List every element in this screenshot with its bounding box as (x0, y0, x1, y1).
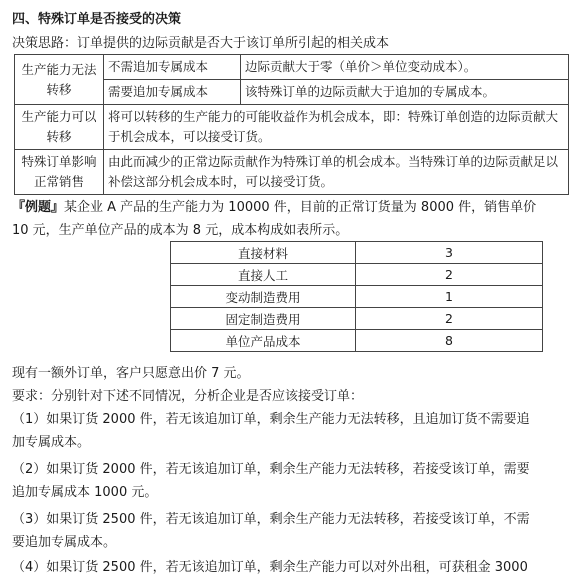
body-line: 现有一额外订单，客户只愿意出价 7 元。 (12, 366, 250, 381)
cost-item: 单位产品成本 (171, 330, 356, 352)
cost-value: 8 (356, 330, 543, 352)
cost-item: 直接人工 (171, 264, 356, 286)
row-header: 特殊订单影响正常销售 (15, 150, 104, 195)
cost-item: 直接材料 (171, 242, 356, 264)
table-row (171, 242, 543, 264)
cost-item: 变动制造费用 (171, 286, 356, 308)
cost-item: 固定制造费用 (171, 308, 356, 330)
cost-table (170, 241, 543, 352)
example-line-2: 10 元，生产单位产品的成本为 8 元，成本构成如表所示。 (12, 223, 349, 238)
body-line: 加专属成本。 (12, 435, 91, 450)
decision-thought: 决策思路：订单提供的边际贡献是否大于该订单所引起的相关成本 (12, 36, 390, 51)
section-title: 四、特殊订单是否接受的决策 (12, 12, 182, 27)
row-sublabel: 需要追加专属成本 (104, 80, 241, 105)
body-line: 追加专属成本 1000 元。 (12, 485, 158, 500)
decision-table (14, 54, 569, 195)
table-row (15, 55, 569, 80)
cost-value: 2 (356, 308, 543, 330)
body-line: （1）如果订货 2000 件，若无该追加订单，剩余生产能力无法转移，且追加订货不需要追 (12, 412, 530, 427)
row-text: 边际贡献大于零（单价＞单位变动成本）。 (241, 55, 569, 80)
table-row (171, 330, 543, 352)
row-text: 该特殊订单的边际贡献大于追加的专属成本。 (241, 80, 569, 105)
example-label: 『例题』 (12, 200, 65, 215)
row-header: 生产能力无法转移 (15, 55, 104, 105)
example-text-1: 某企业 A 产品的生产能力为 10000 件，目前的正常订货量为 8000 件，销售单价 (64, 200, 537, 215)
row-text: 将可以转移的生产能力的可能收益作为机会成本，即：特殊订单创造的边际贡献大于机会成本，可以接受订货。 (104, 105, 569, 150)
cost-value: 3 (356, 242, 543, 264)
table-row (15, 105, 569, 150)
table-row (15, 150, 569, 195)
cost-value: 2 (356, 264, 543, 286)
example-line-1 (12, 196, 536, 215)
row-sublabel: 不需追加专属成本 (104, 55, 241, 80)
table-row (171, 308, 543, 330)
cost-value: 1 (356, 286, 543, 308)
body-line: （4）如果订货 2500 件，若无该追加订单，剩余生产能力可以对外出租，可获租金 3000 (12, 560, 528, 575)
row-header: 生产能力可以转移 (15, 105, 104, 150)
row-text: 由此而减少的正常边际贡献作为特殊订单的机会成本。当特殊订单的边际贡献足以补偿这部分机会成本时，可以接受订货。 (104, 150, 569, 195)
body-line: 要追加专属成本。 (12, 535, 117, 550)
table-row (171, 264, 543, 286)
body-line: （2）如果订货 2000 件，若无该追加订单，剩余生产能力无法转移，若接受该订单，需要 (12, 462, 530, 477)
body-line: 要求：分别针对下述不同情况，分析企业是否应该接受订单： (12, 389, 364, 404)
body-line: （3）如果订货 2500 件，若无该追加订单，剩余生产能力无法转移，若接受该订单，不需 (12, 512, 530, 527)
table-row (171, 286, 543, 308)
